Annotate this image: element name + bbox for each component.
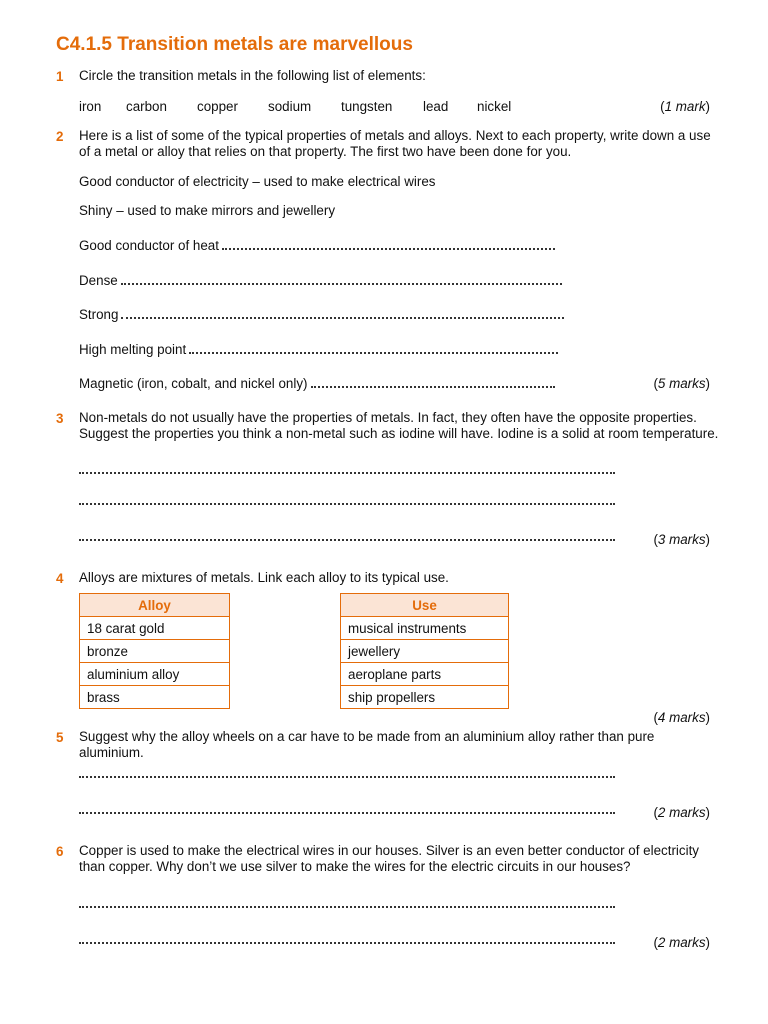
answer-line[interactable]	[79, 810, 615, 814]
property-row	[79, 273, 562, 288]
question-2-number: 2	[56, 129, 64, 144]
question-4-number: 4	[56, 571, 64, 586]
question-2-marks: (5 marks)	[653, 376, 710, 391]
alloy-table	[79, 593, 230, 709]
question-6-marks: (2 marks)	[653, 935, 710, 950]
question-6-number: 6	[56, 844, 64, 859]
answer-line[interactable]	[79, 904, 615, 908]
property-row	[79, 238, 555, 253]
answer-line[interactable]	[222, 246, 555, 250]
page-title: C4.1.5 Transition metals are marvellous	[56, 34, 413, 55]
alloy-cell[interactable]: aluminium alloy	[80, 663, 230, 686]
property-label: Strong	[79, 307, 119, 322]
question-1-text: Circle the transition metals in the following list of elements:	[79, 68, 426, 83]
answer-line[interactable]	[79, 940, 615, 944]
property-label: Magnetic (iron, cobalt, and nickel only)	[79, 376, 308, 391]
question-2-text: Here is a list of some of the typical properties of metals and alloys. Next to each property, write down a use of a metal or alloy that relies on that property. The first two have been done for you.	[79, 128, 711, 159]
question-6-text: Copper is used to make the electrical wires in our houses. Silver is an even better conductor of electricity than copper. Why don’t we use silver to make the wires for the electric circuits in our houses?	[79, 843, 699, 874]
question-5-marks: (2 marks)	[653, 805, 710, 820]
property-label: Good conductor of heat	[79, 238, 219, 253]
alloy-cell[interactable]: 18 carat gold	[80, 617, 230, 640]
answer-line[interactable]	[79, 537, 615, 541]
question-1-marks: (1 mark)	[660, 99, 710, 114]
property-label: High melting point	[79, 342, 187, 357]
example-property: Good conductor of electricity – used to make electrical wires	[79, 174, 436, 189]
use-cell[interactable]: jewellery	[341, 640, 509, 663]
question-4-text: Alloys are mixtures of metals. Link each alloy to its typical use.	[79, 570, 449, 585]
answer-line[interactable]	[79, 470, 615, 474]
answer-line[interactable]	[79, 501, 615, 505]
alloy-cell[interactable]: bronze	[80, 640, 230, 663]
alloy-header: Alloy	[80, 594, 230, 617]
question-5-number: 5	[56, 730, 64, 745]
element-option[interactable]: iron	[79, 99, 102, 114]
use-cell[interactable]: aeroplane parts	[341, 663, 509, 686]
question-3-text: Non-metals do not usually have the properties of metals. In fact, they often have the opposite properties. Suggest the properties you think a non-metal such as iodine will have. Iodine is a solid at room temperature.	[79, 410, 719, 441]
use-table	[340, 593, 509, 709]
property-row	[79, 376, 555, 391]
answer-line[interactable]	[189, 350, 558, 354]
question-3-marks: (3 marks)	[653, 532, 710, 547]
use-cell[interactable]: musical instruments	[341, 617, 509, 640]
element-option[interactable]: lead	[423, 99, 449, 114]
element-option[interactable]: nickel	[477, 99, 512, 114]
answer-line[interactable]	[121, 281, 562, 285]
question-3-number: 3	[56, 411, 64, 426]
answer-line[interactable]	[121, 315, 564, 319]
answer-line[interactable]	[79, 774, 615, 778]
question-5-text: Suggest why the alloy wheels on a car have to be made from an aluminium alloy rather than pure aluminium.	[79, 729, 655, 760]
property-label: Dense	[79, 273, 118, 288]
example-property: Shiny – used to make mirrors and jewellery	[79, 203, 336, 218]
element-option[interactable]: tungsten	[341, 99, 393, 114]
property-row	[79, 342, 558, 357]
question-1-number: 1	[56, 69, 64, 84]
alloy-cell[interactable]: brass	[80, 686, 230, 709]
use-header: Use	[341, 594, 509, 617]
use-cell[interactable]: ship propellers	[341, 686, 509, 709]
element-option[interactable]: sodium	[268, 99, 312, 114]
question-4-marks: (4 marks)	[653, 710, 710, 725]
answer-line[interactable]	[311, 384, 555, 388]
element-option[interactable]: copper	[197, 99, 238, 114]
property-row	[79, 307, 564, 322]
element-option[interactable]: carbon	[126, 99, 167, 114]
